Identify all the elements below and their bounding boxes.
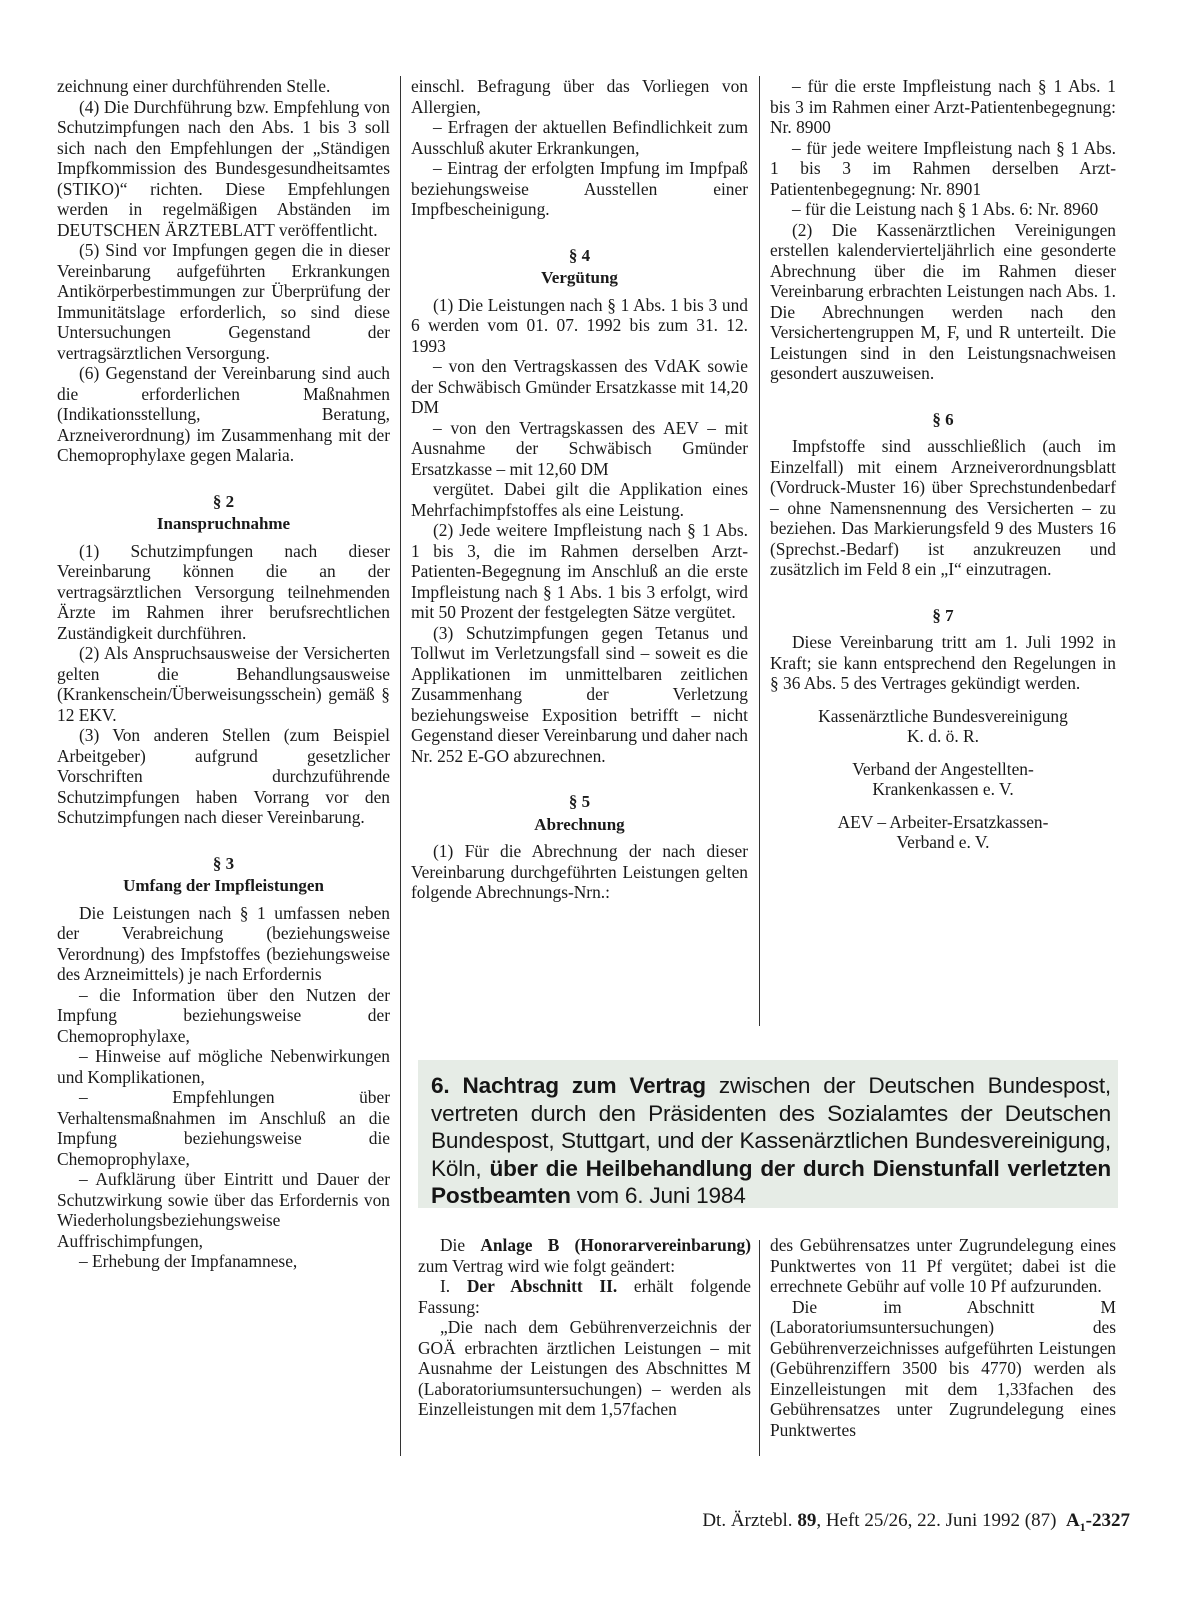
list-item: – Erfragen der aktuellen Befindlichkeit zum Ausschluß akuter Erkrankungen,	[411, 117, 748, 158]
paragraph: (1) Für die Abrechnung der nach dieser Vereinbarung durchgeführten Leistungen gelten folgende Abrechnungs-Nrn.:	[411, 841, 748, 902]
signature-line: Verband e. V.	[896, 832, 990, 852]
paragraph: (5) Sind vor Impfungen gegen die in dieser Vereinbarung aufgeführten Erkrankungen Antikörperbestimmungen zur Überprüfung der Immunitätslage erforderlich, so sind diese Untersuchungen Gegenstand der vertragsärztlichen Versorgung.	[57, 240, 390, 363]
paragraph: Diese Vereinbarung tritt am 1. Juli 1992 in Kraft; sie kann entsprechend den Regelungen in § 36 Abs. 5 des Vertrages gekündigt werden.	[770, 632, 1116, 693]
list-item: – von den Vertragskassen des AEV – mit Ausnahme der Schwäbisch Gmünder Ersatzkasse – mit 12,60 DM	[411, 417, 748, 479]
paragraph: „Die nach dem Gebührenverzeichnis der GOÄ erbrachten ärztlichen Leistungen – mit Ausnahme der Leistungen des Abschnittes M (Laboratoriumsuntersuchungen) – werden als Einzelleistungen mit dem 1,57fachen	[418, 1317, 751, 1419]
column-4	[418, 1235, 751, 1420]
section-number-7: § 7	[932, 605, 954, 625]
paragraph: (2) Als Anspruchsausweise der Versicherten gelten die Behandlungsausweise (Krankenschein/Überweisungsschein) gemäß § 12 EKV.	[57, 643, 390, 725]
section-title-3: Umfang der Impfleistungen	[123, 876, 324, 895]
heading-text: vom 6. Juni 1984	[570, 1183, 746, 1209]
signature-line: Kassenärztliche Bundesvereinigung	[818, 705, 1068, 726]
signature-block	[770, 706, 1116, 747]
section-number-3: § 3	[212, 853, 235, 873]
column-5	[770, 1235, 1116, 1440]
list-item: – für jede weitere Impfleistung nach § 1 Abs. 1 bis 3 im Rahmen derselben Arzt-Patientenbegegnung: Nr. 8901	[770, 137, 1116, 199]
section-title-4: Vergütung	[541, 268, 618, 287]
paragraph: (2) Die Kassenärztlichen Vereinigungen erstellen kalendervierteljährlich eine gesonderte Abrechnung über die im Rahmen dieser Vereinbarung erbrachten Leistungen nach Abs. 1. Die Abrechnungen werden nach den Versichertengruppen M, F, und R unterteilt. Die Leistungen sind in den Leistungsnachweisen gesondert auszuweisen.	[770, 219, 1116, 383]
signature-line: Verband der Angestellten-	[852, 758, 1034, 779]
list-item: – Empfehlungen über Verhaltensmaßnahmen im Anschluß an die Impfung beziehungsweise die Chemoprophylaxe,	[57, 1087, 390, 1169]
section-number-2: § 2	[212, 491, 235, 511]
section-number-4: § 4	[568, 245, 591, 265]
list-item: – Erhebung der Impfanamnese,	[79, 1251, 298, 1271]
list-item: – Eintrag der erfolgten Impfung im Impfpaß beziehungsweise Ausstellen einer Impfbescheinigung.	[411, 158, 748, 219]
section-number-5: § 5	[568, 792, 591, 811]
paragraph: (1) Die Leistungen nach § 1 Abs. 1 bis 3 und 6 werden vom 01. 07. 1992 bis zum 31. 12. 1993	[411, 294, 748, 356]
paragraph: vergütet. Dabei gilt die Applikation eines Mehrfachimpfstoffes als eine Leistung.	[411, 479, 748, 520]
paragraph: (3) Schutzimpfungen gegen Tetanus und Tollwut im Verletzungsfall sind – soweit es die Applikationen im unmittelbaren zeitlichen Zusammenhang der Verletzung beziehungsweise Exposition betrifft – nicht Gegenstand dieser Vereinbarung und daher nach Nr. 252 E-GO abzurechnen.	[411, 622, 748, 766]
list-item: – von den Vertragskassen des VdAK sowie der Schwäbisch Gmünder Ersatzkasse mit 14,20 DM	[411, 356, 748, 417]
signature-block	[770, 759, 1116, 800]
column-divider	[759, 1240, 760, 1456]
paragraph: Impfstoffe sind ausschließlich (auch im Einzelfall) mit einem Arzneiverordnungsblatt (Vordruck-Muster 16) über Sprechstundenbedarf – ohne Namensnennung des Versicherten – zu beziehen. Das Markierungsfeld 9 des Musters 16 (Sprechst.-Bedarf) ist anzukreuzen und zusätzlich im Feld 8 ein „I“ einzutragen.	[770, 436, 1116, 579]
page-footer: Dt. Ärztebl. 89, Heft 25/26, 22. Juni 1992 (87) $A_1-2327$	[702, 1510, 1130, 1534]
column-divider	[400, 76, 401, 1456]
paragraph: (2) Jede weitere Impfleistung nach § 1 Abs. 1 bis 3, die im Rahmen derselben Arzt-Patienten-Begegnung im Anschluß an die erste Impfleistung nach § 1 Abs. 1 bis 3 erfolgt, wird mit 50 Prozent der festgelegten Sätze vergütet.	[411, 520, 748, 622]
paragraph: Die Anlage B (Honorarvereinbarung) zum Vertrag wird wie folgt geändert:	[418, 1235, 751, 1276]
section-title-2: Inanspruchnahme	[156, 514, 291, 533]
paragraph: Die Leistungen nach § 1 umfassen neben der Verabreichung (beziehungsweise Verordnung) des Impfstoffes (beziehungsweise des Arzneimittels) je nach Erfordernis	[57, 902, 390, 984]
heading-box	[431, 1072, 1111, 1210]
paragraph: Die im Abschnitt M (Laboratoriumsuntersuchungen) des Gebührenverzeichnisses aufgeführten Leistungen (Gebührenziffern 3500 bis 4770) werden als Einzelleistungen mit dem 1,33fachen des Gebührensatzes unter Zugrundelegung eines Punktwertes	[770, 1296, 1116, 1440]
heading-bold: 6. Nachtrag zum Vertrag	[431, 1073, 706, 1098]
paragraph: I. Der Abschnitt II. erhält folgende Fassung:	[418, 1276, 751, 1317]
paragraph: (3) Von anderen Stellen (zum Beispiel Arbeitgeber) aufgrund gesetzlicher Vorschriften durchzuführende Schutzimpfungen haben Vorrang vor den Schutzimpfungen nach dieser Vereinbarung.	[57, 725, 390, 827]
paragraph: (1) Schutzimpfungen nach dieser Vereinbarung können die an der vertragsärztlichen Versorgung teilnehmenden Ärzte im Rahmen ihrer berufsrechtlichen Zuständigkeit durchführen.	[57, 540, 390, 643]
section-title-5: Abrechnung	[534, 814, 625, 834]
column-divider	[759, 76, 760, 1026]
paragraph: (4) Die Durchführung bzw. Empfehlung von Schutzimpfungen nach den Abs. 1 bis 3 soll sich nach den Empfehlungen der „Ständigen Impfkommission des Bundesgesundheitsamtes (STIKO)“ richten. Diese Empfehlungen werden in regelmäßigen Abständen im DEUTSCHEN ÄRZTEBLATT veröffentlicht.	[57, 96, 390, 240]
list-item: – für die Leistung nach § 1 Abs. 6: Nr. 8960	[792, 199, 1099, 219]
section-number-6: § 6	[932, 409, 954, 429]
column-3	[770, 76, 1116, 853]
list-item: – Aufklärung über Eintritt und Dauer der Schutzwirkung sowie über das Erfordernis von Wiederholungsbeziehungsweise Auffrischimpfungen,	[57, 1169, 390, 1251]
list-item: – die Information über den Nutzen der Impfung beziehungsweise der Chemoprophylaxe,	[57, 984, 390, 1046]
paragraph: des Gebührensatzes unter Zugrundelegung eines Punktwertes von 11 Pf vergütet; dabei ist die errechnete Gebühr auf volle 10 Pf aufzurunden.	[770, 1235, 1116, 1296]
list-item: – für die erste Impfleistung nach § 1 Abs. 1 bis 3 im Rahmen einer Arzt-Patientenbegegnung: Nr. 8900	[770, 76, 1116, 137]
list-item: – Hinweise auf mögliche Nebenwirkungen und Komplikationen,	[57, 1046, 390, 1087]
signature-block	[770, 812, 1116, 853]
signature-line: Krankenkassen e. V.	[872, 779, 1014, 799]
column-1	[57, 76, 390, 1272]
paragraph: (6) Gegenstand der Vereinbarung sind auch die erforderlichen Maßnahmen (Indikationsstellung, Beratung, Arzneiverordnung) im Zusammenhang mit der Chemoprophylaxe gegen Malaria.	[57, 363, 390, 465]
heading-bold: über die Heilbehandlung der durch Dienstunfall verletzten Postbeamten	[431, 1155, 1111, 1209]
heading-text: zwischen der Deutschen Bundespost, vertreten durch den Präsidenten des Sozialamtes der Deutschen Bundespost, Stuttgart, und der Kassenärztlichen Bundesvereinigung, Köln,	[431, 1073, 1111, 1181]
column-2	[411, 76, 748, 903]
signature-line: K. d. ö. R.	[907, 726, 979, 746]
paragraph: einschl. Befragung über das Vorliegen von Allergien,	[411, 76, 748, 117]
paragraph: zeichnung einer durchführenden Stelle.	[57, 76, 331, 96]
signature-line: AEV – Arbeiter-Ersatzkassen-	[837, 811, 1049, 832]
